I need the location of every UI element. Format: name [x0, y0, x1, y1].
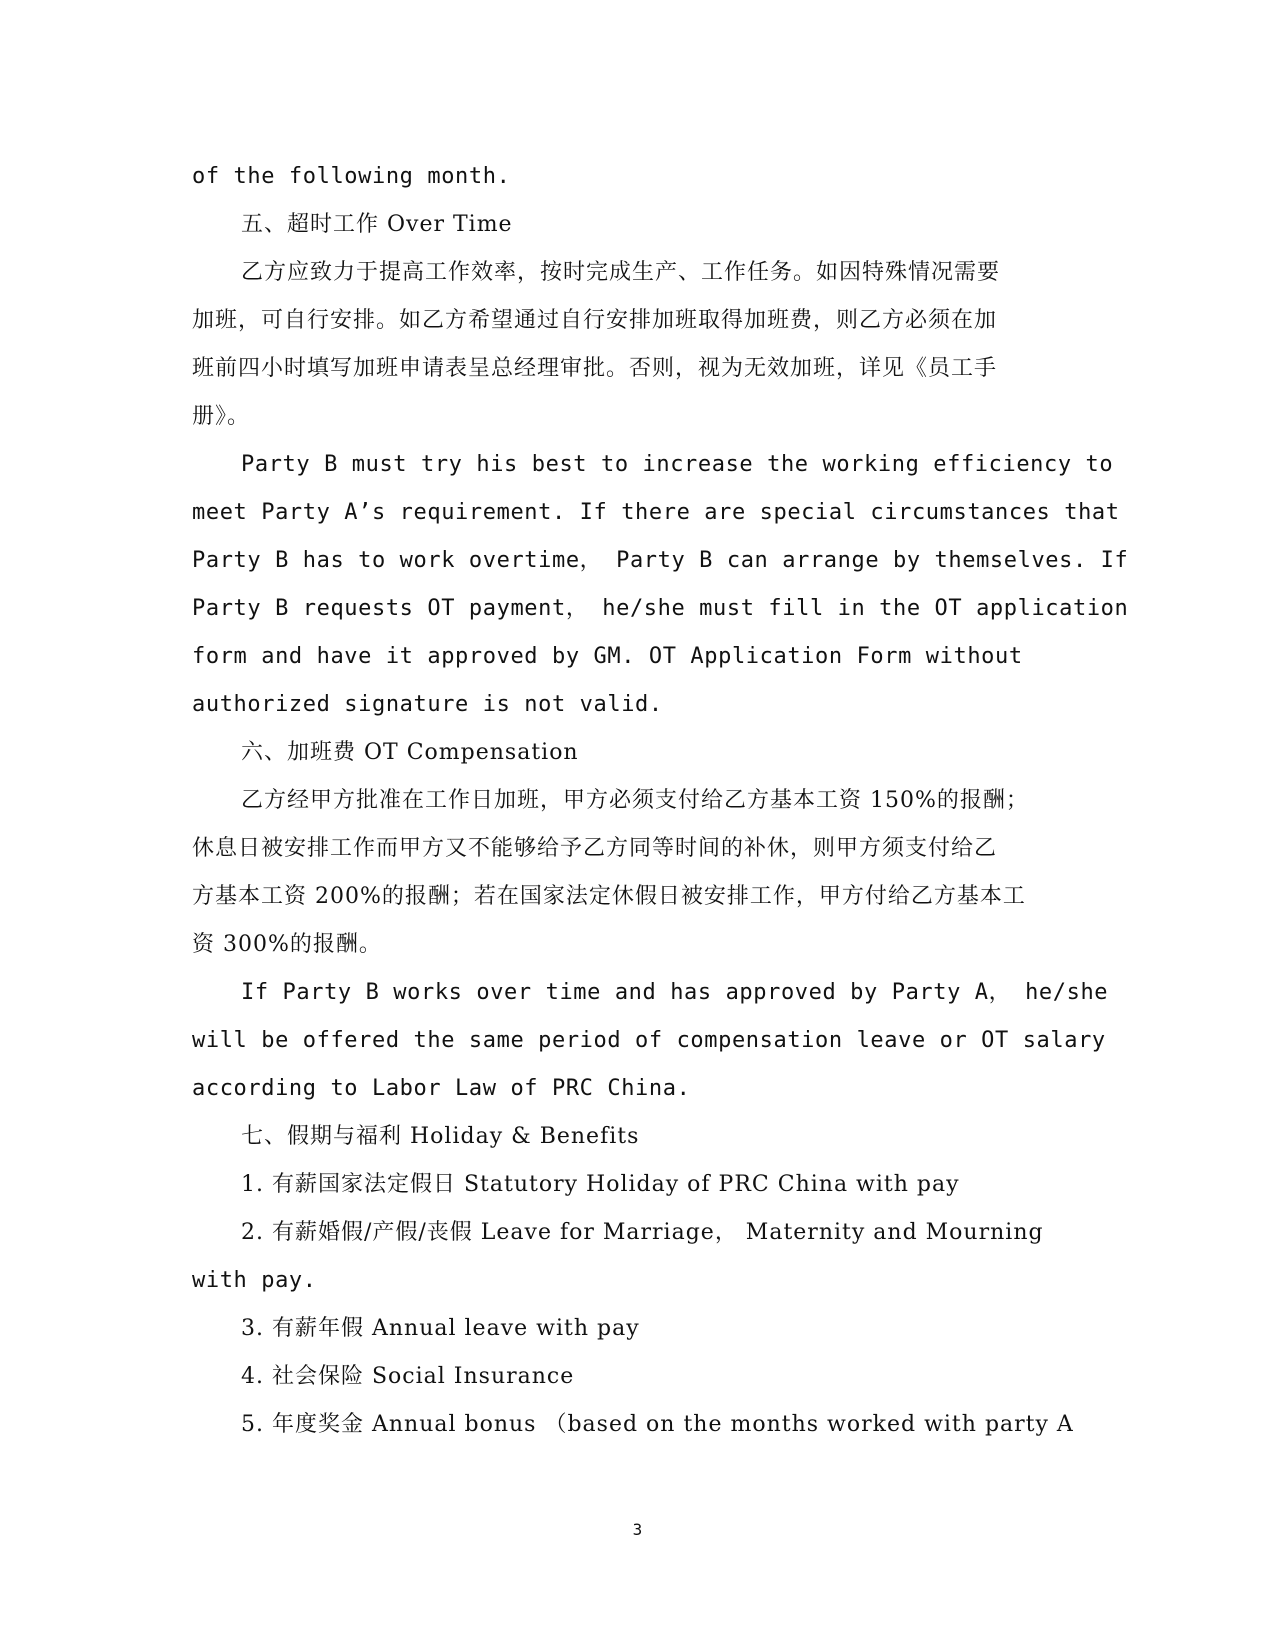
paragraph-line: Party B has to work overtime， Party B can arrange by themselves. If — [192, 548, 1129, 573]
list-item: 5. 年度奖金 Annual bonus （based on the months worked with party A — [241, 1412, 1074, 1437]
paragraph-line: will be offered the same period of compensation leave or OT salary — [192, 1028, 1106, 1053]
paragraph-line: meet Party A’s requirement. If there are special circumstances that — [192, 500, 1120, 525]
paragraph-line: 资 300%的报酬。 — [192, 932, 382, 957]
section-heading-overtime: 五、超时工作 Over Time — [241, 212, 513, 237]
paragraph-line: 加班，可自行安排。如乙方希望通过自行安排加班取得加班费，则乙方必须在加 — [192, 308, 998, 333]
paragraph-line: If Party B works over time and has approved by Party A， he/she — [241, 980, 1109, 1005]
paragraph-line: authorized signature is not valid. — [192, 692, 663, 717]
list-item: 2. 有薪婚假/产假/丧假 Leave for Marriage， Maternity and Mourning — [241, 1220, 1044, 1245]
paragraph-line: of the following month. — [192, 164, 511, 189]
page-number: 3 — [632, 1520, 643, 1539]
paragraph-line: 乙方应致力于提高工作效率，按时完成生产、工作任务。如因特殊情况需要 — [241, 260, 1001, 285]
paragraph-line: according to Labor Law of PRC China. — [192, 1076, 691, 1101]
list-item: 3. 有薪年假 Annual leave with pay — [241, 1316, 640, 1341]
list-item: 1. 有薪国家法定假日 Statutory Holiday of PRC China with pay — [241, 1172, 960, 1197]
paragraph-line: 班前四小时填写加班申请表呈总经理审批。否则，视为无效加班，详见《员工手 — [192, 356, 998, 381]
document-body — [192, 153, 1129, 1449]
section-heading-holiday-benefits: 七、假期与福利 Holiday & Benefits — [241, 1124, 640, 1149]
paragraph-line: 方基本工资 200%的报酬；若在国家法定休假日被安排工作，甲方付给乙方基本工 — [192, 884, 1026, 909]
paragraph-line: 乙方经甲方批准在工作日加班，甲方必须支付给乙方基本工资 150%的报酬； — [241, 788, 1029, 813]
paragraph-line: 册》。 — [192, 404, 251, 429]
paragraph-line: 休息日被安排工作而甲方又不能够给予乙方同等时间的补休，则甲方须支付给乙 — [192, 836, 998, 861]
paragraph-line: form and have it approved by GM. OT Application Form without — [192, 644, 1023, 669]
list-item-continuation: with pay. — [192, 1268, 317, 1293]
section-heading-ot-compensation: 六、加班费 OT Compensation — [241, 740, 579, 765]
list-item: 4. 社会保险 Social Insurance — [241, 1364, 575, 1389]
paragraph-line: Party B must try his best to increase the working efficiency to — [241, 452, 1114, 477]
paragraph-line: Party B requests OT payment， he/she must fill in the OT application — [192, 596, 1129, 621]
